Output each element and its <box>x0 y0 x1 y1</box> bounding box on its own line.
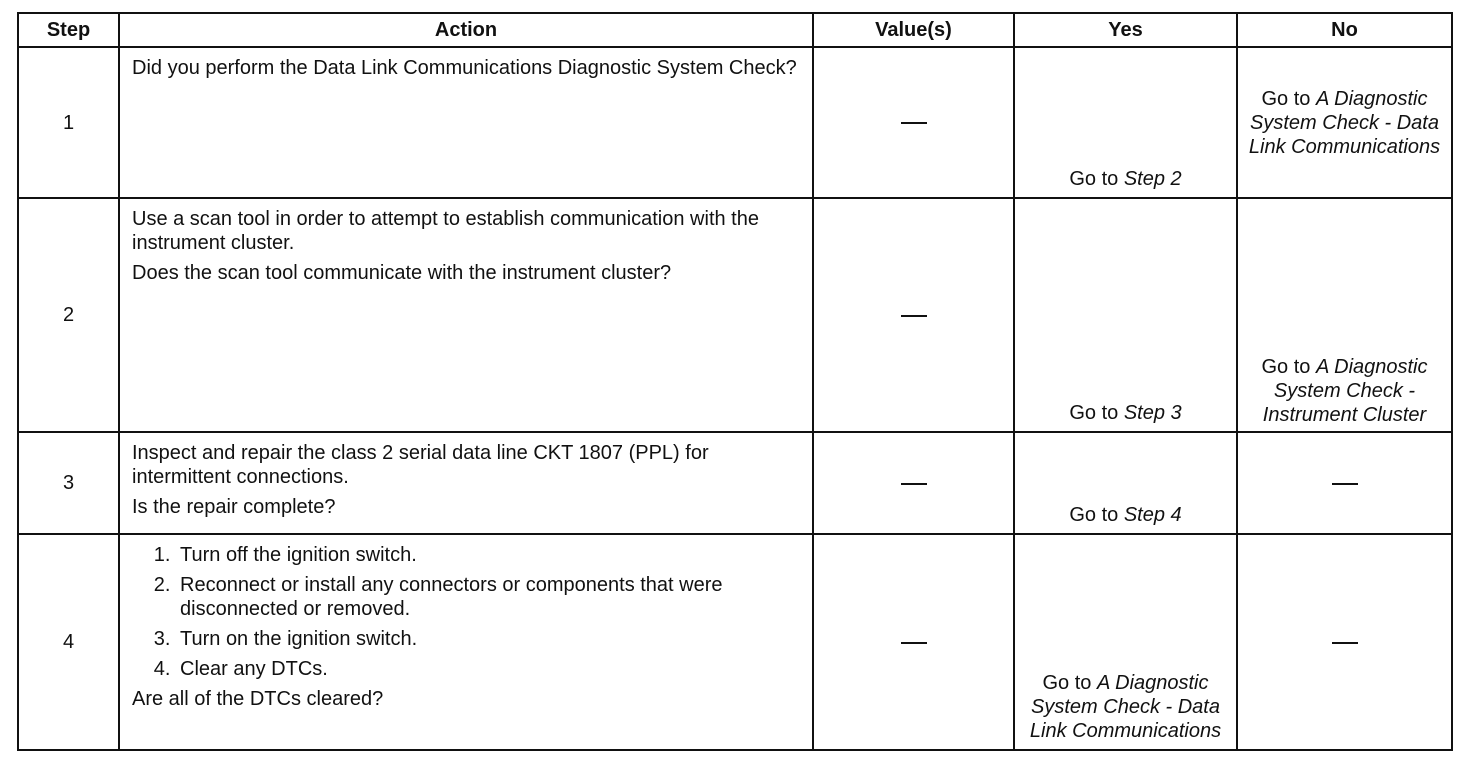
yes-prefix: Go to <box>1069 402 1124 424</box>
dash-icon <box>901 315 927 317</box>
diagnostic-table <box>17 12 1453 751</box>
dash-icon <box>901 642 927 644</box>
action-question: Is the repair complete? <box>132 496 336 518</box>
yes-target: Step 3 <box>1123 402 1182 424</box>
yes-target: Step 4 <box>1123 504 1182 526</box>
header-yes: Yes <box>1014 13 1237 47</box>
list-item: 4. Clear any DTCs. <box>176 657 802 681</box>
table-row-step-2 <box>18 198 1452 432</box>
yes-cell <box>1014 47 1237 198</box>
no-cell <box>1237 198 1452 432</box>
action-steps-list <box>132 543 802 681</box>
dash-icon <box>901 122 927 124</box>
no-prefix: Go to <box>1261 87 1316 110</box>
step-number: 3 <box>18 432 119 534</box>
no-cell <box>1237 47 1452 198</box>
action-cell <box>119 198 813 432</box>
value-cell <box>813 432 1014 534</box>
step-number: 4 <box>18 534 119 750</box>
step-number: 1 <box>18 47 119 198</box>
yes-prefix: Go to <box>1069 168 1124 190</box>
yes-target: A Diagnostic System Check - Data Link Communications <box>1029 672 1222 742</box>
yes-target: Step 2 <box>1123 168 1182 190</box>
value-cell <box>813 47 1014 198</box>
table-row-step-3 <box>18 432 1452 534</box>
no-cell <box>1237 534 1452 750</box>
action-text: Inspect and repair the class 2 serial data line CKT 1807 (PPL) for intermittent connections. <box>132 442 709 488</box>
action-text: Did you perform the Data Link Communications Diagnostic System Check? <box>132 57 797 79</box>
dash-icon <box>1332 483 1358 485</box>
table-row-step-4 <box>18 534 1452 750</box>
no-cell <box>1237 432 1452 534</box>
yes-cell <box>1014 432 1237 534</box>
action-question: Are all of the DTCs cleared? <box>132 688 384 710</box>
action-cell <box>119 534 813 750</box>
list-item: 1. Turn off the ignition switch. <box>176 543 802 567</box>
value-cell <box>813 534 1014 750</box>
dash-icon <box>901 483 927 485</box>
yes-cell <box>1014 198 1237 432</box>
header-no: No <box>1237 13 1452 47</box>
header-step: Step <box>18 13 119 47</box>
no-prefix: Go to <box>1261 356 1316 378</box>
header-action: Action <box>119 13 813 47</box>
table-row-step-1 <box>18 47 1452 198</box>
value-cell <box>813 198 1014 432</box>
action-cell <box>119 47 813 198</box>
header-values: Value(s) <box>813 13 1014 47</box>
yes-prefix: Go to <box>1042 672 1097 694</box>
yes-cell <box>1014 534 1237 750</box>
dash-icon <box>1332 642 1358 644</box>
action-question: Does the scan tool communicate with the instrument cluster? <box>132 262 672 284</box>
no-target: A Diagnostic System Check - Data Link Communications <box>1248 87 1441 158</box>
list-item: 3. Turn on the ignition switch. <box>176 627 802 651</box>
action-text: Use a scan tool in order to attempt to establish communication with the instrument cluster. <box>132 208 759 254</box>
yes-prefix: Go to <box>1069 504 1124 526</box>
list-item: 2. Reconnect or install any connectors or components that were disconnected or removed. <box>176 573 802 621</box>
no-target: A Diagnostic System Check - Instrument Cluster <box>1262 356 1428 426</box>
action-cell <box>119 432 813 534</box>
step-number: 2 <box>18 198 119 432</box>
header-row <box>18 13 1452 47</box>
